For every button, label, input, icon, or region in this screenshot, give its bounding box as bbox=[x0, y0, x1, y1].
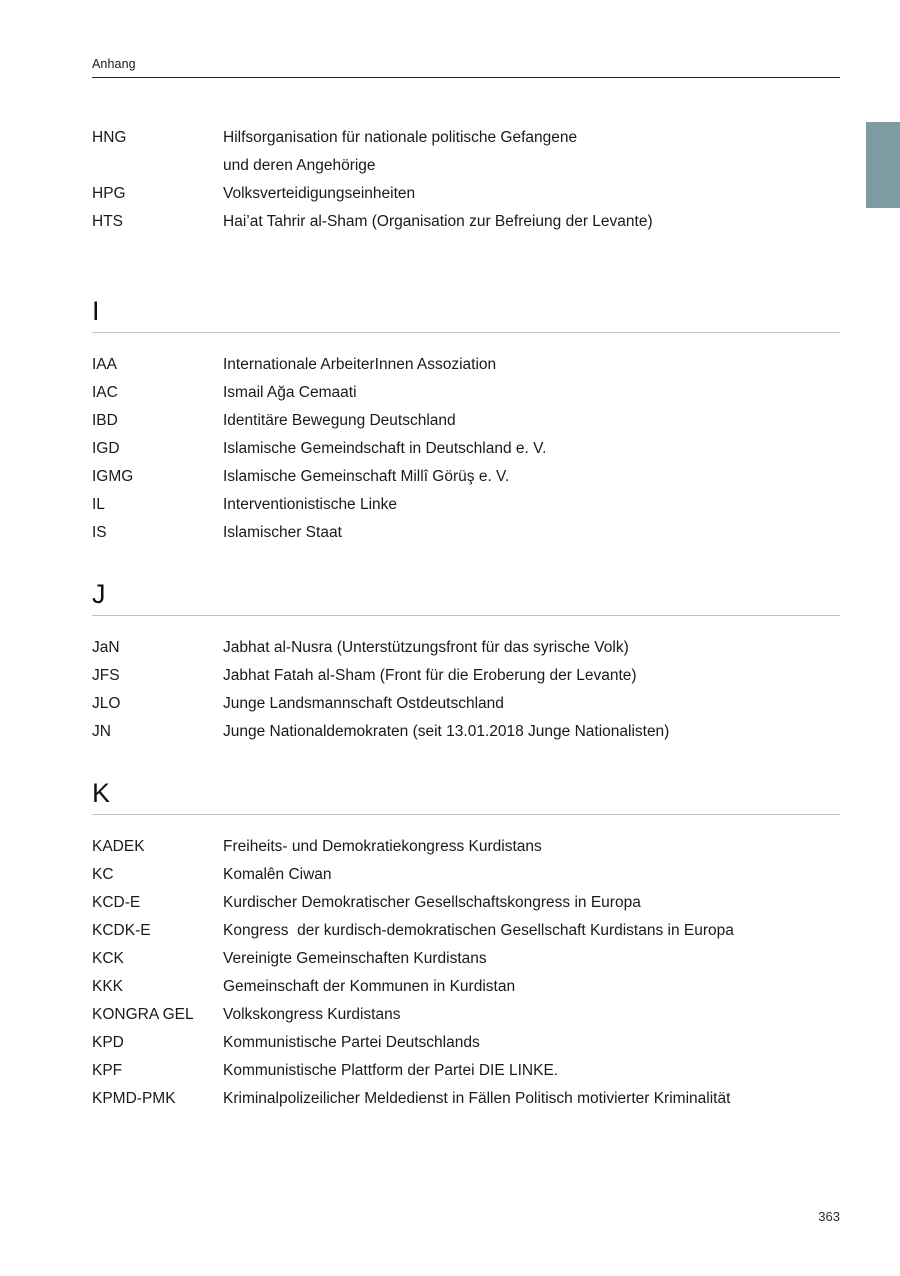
header-divider bbox=[92, 77, 840, 78]
glossary-entry bbox=[92, 861, 852, 889]
section-divider bbox=[92, 332, 840, 333]
glossary-entry bbox=[92, 1085, 852, 1113]
glossary-entry bbox=[92, 435, 852, 463]
glossary-entry bbox=[92, 407, 852, 435]
entry-definition: Kriminalpolizeilicher Meldedienst in Fällen Politisch motivierter Kriminalität bbox=[223, 1090, 731, 1107]
glossary-entry bbox=[92, 208, 852, 236]
section-letter-heading: K bbox=[92, 778, 111, 808]
entry-abbreviation: IAC bbox=[92, 384, 118, 401]
entry-definition: Islamische Gemeinschaft Millî Görüş e. V. bbox=[223, 468, 510, 485]
glossary-entry-list bbox=[92, 833, 852, 1113]
entry-definition: Jabhat Fatah al-Sham (Front für die Eroberung der Levante) bbox=[223, 667, 637, 684]
entry-abbreviation: IAA bbox=[92, 356, 117, 373]
entry-abbreviation: HPG bbox=[92, 185, 126, 202]
entry-definition: Kommunistische Partei Deutschlands bbox=[223, 1034, 480, 1051]
entry-definition: Gemeinschaft der Kommunen in Kurdistan bbox=[223, 978, 516, 995]
glossary-entry bbox=[92, 945, 852, 973]
entry-abbreviation: KC bbox=[92, 866, 114, 883]
glossary-entry bbox=[92, 180, 852, 208]
glossary-entry bbox=[92, 718, 852, 746]
entry-definition: Junge Landsmannschaft Ostdeutschland bbox=[223, 695, 504, 712]
entry-definition: Freiheits- und Demokratiekongress Kurdistans bbox=[223, 838, 542, 855]
entry-definition: Kongress der kurdisch-demokratischen Gesellschaft Kurdistans in Europa bbox=[223, 922, 734, 939]
glossary-entry bbox=[92, 379, 852, 407]
entry-definition: Ismail Ağa Cemaati bbox=[223, 384, 357, 401]
running-header-title: Anhang bbox=[92, 57, 136, 71]
entry-abbreviation: HNG bbox=[92, 129, 127, 146]
glossary-entry bbox=[92, 1057, 852, 1085]
entry-definition-continuation: und deren Angehörige bbox=[223, 157, 376, 174]
entry-abbreviation: HTS bbox=[92, 213, 123, 230]
entry-definition: Volkskongress Kurdistans bbox=[223, 1006, 401, 1023]
entry-definition: Identitäre Bewegung Deutschland bbox=[223, 412, 456, 429]
entry-definition: Kurdischer Demokratischer Gesellschaftskongress in Europa bbox=[223, 894, 641, 911]
entry-definition: Kommunistische Plattform der Partei DIE LINKE. bbox=[223, 1062, 559, 1079]
glossary-entry bbox=[92, 662, 852, 690]
entry-abbreviation: JN bbox=[92, 723, 111, 740]
glossary-section bbox=[92, 746, 852, 1113]
glossary-entry bbox=[92, 491, 852, 519]
section-divider bbox=[92, 814, 840, 815]
entry-abbreviation: IGD bbox=[92, 440, 120, 457]
continued-entry-list bbox=[92, 124, 852, 236]
glossary-content bbox=[92, 124, 852, 1113]
page-number: 363 bbox=[818, 1209, 840, 1224]
entry-abbreviation: KCK bbox=[92, 950, 124, 967]
entry-definition: Hilfsorganisation für nationale politische Gefangene und deren Angehörige bbox=[223, 124, 852, 180]
entry-definition: Hai’at Tahrir al-Sham (Organisation zur Befreiung der Levante) bbox=[223, 213, 653, 230]
entry-abbreviation: JFS bbox=[92, 667, 120, 684]
glossary-entry bbox=[92, 917, 852, 945]
section-letter-heading: J bbox=[92, 579, 106, 609]
glossary-entry bbox=[92, 889, 852, 917]
glossary-section bbox=[92, 547, 852, 746]
entry-abbreviation: IBD bbox=[92, 412, 118, 429]
entry-definition: Jabhat al-Nusra (Unterstützungsfront für das syrische Volk) bbox=[223, 639, 629, 656]
entry-abbreviation: JLO bbox=[92, 695, 121, 712]
glossary-entry bbox=[92, 124, 852, 180]
glossary-entry bbox=[92, 634, 852, 662]
section-letter-heading: I bbox=[92, 296, 100, 326]
entry-definition: Vereinigte Gemeinschaften Kurdistans bbox=[223, 950, 487, 967]
entry-definition: Internationale ArbeiterInnen Assoziation bbox=[223, 356, 497, 373]
margin-thumb-tab bbox=[866, 122, 900, 208]
glossary-entry-list bbox=[92, 351, 852, 547]
glossary-entry bbox=[92, 1001, 852, 1029]
glossary-entry bbox=[92, 833, 852, 861]
entry-definition: Islamische Gemeindschaft in Deutschland e. V. bbox=[223, 440, 547, 457]
entry-abbreviation: KCDK-E bbox=[92, 922, 151, 939]
running-header bbox=[92, 56, 840, 78]
entry-abbreviation: KPF bbox=[92, 1062, 123, 1079]
entry-abbreviation: KONGRA GEL bbox=[92, 1006, 194, 1023]
entry-abbreviation: IL bbox=[92, 496, 105, 513]
entry-definition: Volksverteidigungseinheiten bbox=[223, 185, 416, 202]
glossary-entry bbox=[92, 463, 852, 491]
glossary-sections bbox=[92, 264, 852, 1113]
entry-definition: Islamischer Staat bbox=[223, 524, 342, 541]
entry-definition: Junge Nationaldemokraten (seit 13.01.2018 Junge Nationalisten) bbox=[223, 723, 670, 740]
glossary-entry-list bbox=[92, 634, 852, 746]
entry-abbreviation: IS bbox=[92, 524, 107, 541]
entry-definition: Komalên Ciwan bbox=[223, 866, 332, 883]
glossary-entry bbox=[92, 973, 852, 1001]
entry-abbreviation: IGMG bbox=[92, 468, 134, 485]
block-spacer bbox=[92, 236, 852, 264]
glossary-entry bbox=[92, 1029, 852, 1057]
glossary-entry bbox=[92, 351, 852, 379]
entry-abbreviation: KADEK bbox=[92, 838, 145, 855]
entry-abbreviation: JaN bbox=[92, 639, 120, 656]
entry-abbreviation: KKK bbox=[92, 978, 124, 995]
section-divider bbox=[92, 615, 840, 616]
entry-abbreviation: KPMD-PMK bbox=[92, 1090, 176, 1107]
glossary-entry bbox=[92, 519, 852, 547]
entry-abbreviation: KPD bbox=[92, 1034, 124, 1051]
entry-definition: Interventionistische Linke bbox=[223, 496, 398, 513]
glossary-entry bbox=[92, 690, 852, 718]
glossary-section bbox=[92, 264, 852, 547]
entry-abbreviation: KCD-E bbox=[92, 894, 141, 911]
